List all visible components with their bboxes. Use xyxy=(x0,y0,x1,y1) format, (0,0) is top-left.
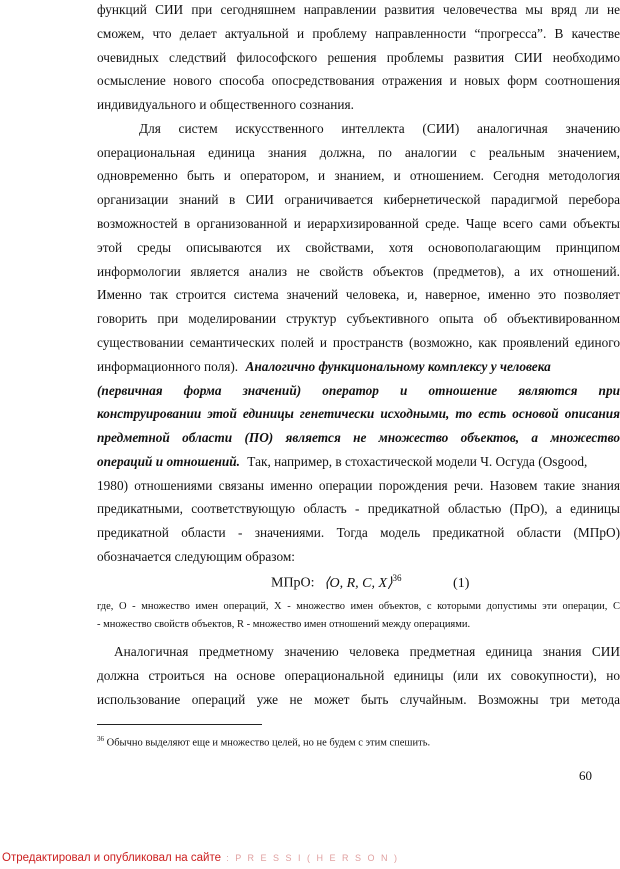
publisher-footer xyxy=(2,852,399,864)
emphasis-line: (первичная форма значений) оператор и отношение являются при xyxy=(97,383,620,398)
text-line: организации знаний в СИИ ограничивается кибернетической парадигмой перебора xyxy=(97,192,620,207)
emphasis-line: предметной области (ПО) является не множество объектов, а множество xyxy=(97,430,620,445)
footnote xyxy=(97,732,430,751)
text-line: использование операций уже не может быть случайным. Возможны три метода xyxy=(97,692,620,707)
site-brand[interactable]: : P R E S S I ( H E R S O N ) xyxy=(226,853,400,863)
text-line: этой среды описываются их свойствами, хотя основополагающим принципом xyxy=(97,240,620,255)
footnote-marker: 36 xyxy=(97,735,104,743)
formula xyxy=(271,568,469,594)
text-line: возможностей в организованной и иерархизированной среде. Чаще всего сами объекты xyxy=(97,216,620,231)
text-line: предикатной области - значениями. Тогда модель предикатной области (МПрО) xyxy=(97,525,620,540)
formula-expression: ⟨O, R, C, X⟩ xyxy=(324,575,393,591)
footnote-separator xyxy=(97,724,262,725)
emphasis-run: Аналогично функциональному комплексу у человека xyxy=(245,359,551,374)
text-line: одновременно быть и оператором, и знанием, и отношением. Сегодня методология xyxy=(97,168,620,183)
footnote-reference: 36 xyxy=(392,573,402,583)
text-run: информационного поля). xyxy=(97,359,239,374)
text-line xyxy=(97,357,620,377)
text-line: обозначается следующим образом: xyxy=(97,549,295,564)
text-line: функций СИИ при сегодняшнем направлении развития человечества мы вряд ли не xyxy=(97,2,620,17)
formula-number: (1) xyxy=(453,575,470,591)
text-run: Так, например, в стохастической модели Ч. Осгуда (Osgood, xyxy=(247,454,588,469)
text-line: 1980) отношениями связаны именно операции порождения речи. Назовем такие знания xyxy=(97,478,620,493)
text-line: сможем, что делает актуальной и проблему направленности “прогресса”. В качестве xyxy=(97,26,620,41)
text-line: существовании семантических полей и пространств (возможно, как проявлений единого xyxy=(97,335,620,350)
text-line: операциональная единица знания должна, по аналогии с реальным значением, xyxy=(97,145,620,160)
text-line: Для систем искусственного интеллекта (СИИ) аналогичная значению xyxy=(139,121,620,136)
footer-text: Отредактировал и опубликовал на сайте xyxy=(2,852,221,864)
text-line: предикатными, соответствующую область - предикатной областью (ПрО), а единицы xyxy=(97,501,620,516)
formula-legend-line: где, O - множество имен операций, X - множество имен объектов, с которыми допустимы эти операции, C xyxy=(97,601,620,612)
page-number: 60 xyxy=(579,768,592,783)
text-line: говорить при моделировании структур субъективного опыта об объективированном xyxy=(97,311,620,326)
text-line: индивидуального и общественного сознания. xyxy=(97,97,354,112)
text-line xyxy=(97,452,620,472)
text-line: информологии является анализ не свойств объектов (предметов), а их отношений. xyxy=(97,264,620,279)
emphasis-run: операций и отношений. xyxy=(97,454,240,469)
text-line: осмысление нового способа опосредствования отражения и новых форм соотношения xyxy=(97,73,620,88)
text-line: Аналогичная предметному значению человека предметная единица знания СИИ xyxy=(114,644,620,659)
formula-label: МПрО: xyxy=(271,575,315,591)
footnote-text: Обычно выделяют еще и множество целей, но не будем с этим спешить. xyxy=(104,737,431,749)
text-line: очевидных следствий философского решения проблемы развития СИИ необходимо xyxy=(97,50,620,65)
text-line: Именно так строится система значений человека, и, наверное, именно это позволяет xyxy=(97,287,620,302)
formula-legend-line: - множество свойств объектов, R - множество имен отношений между операциями. xyxy=(97,619,471,630)
emphasis-line: конструировании этой единицы генетически исходными, то есть основой описания xyxy=(97,406,620,421)
text-line: должна строиться на основе операциональной единицы (или их совокупности), но xyxy=(97,668,620,683)
